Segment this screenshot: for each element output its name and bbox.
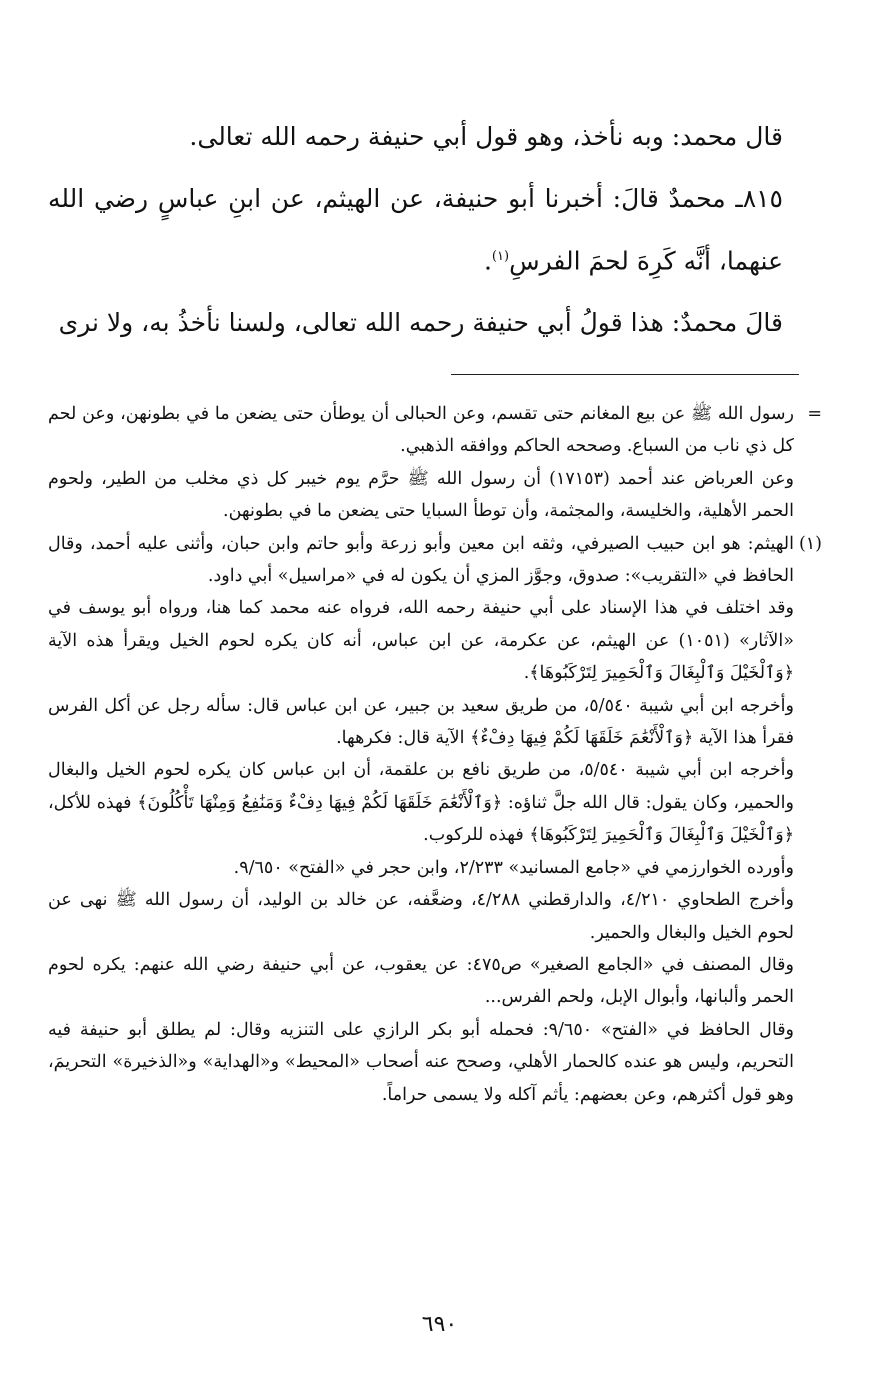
footnote-1-paragraph-6 xyxy=(48,884,794,949)
footnote-text: الهيثم: هو ابن حبيب الصيرفي، وثقه ابن معين وأبو زرعة وأبو حاتم وابن حبان، وأثنى عليه أحمد، وقال الحافظ في «التقريب»: صدوق، وجوَّز المزي أن يكون له في «مراسيل» أبي داود. xyxy=(48,533,794,587)
footnote-separator xyxy=(451,374,799,375)
main-paragraph-2 xyxy=(48,170,783,290)
footnote-text: وأخرجه ابن أبي شيبة ٥/٥٤٠، من طريق سعيد بن جبير، عن ابن عباس قال: سأله رجل عن أكل الفرس فقرأ هذا الآية ﴿وَٱلْأَنْعَٰمَ خَلَقَهَا لَكُمْ فِيهَا دِفْءٌ﴾ الآية قال: فكرهها. xyxy=(48,695,794,749)
footnote-1-paragraph-8 xyxy=(48,1014,794,1111)
footnote-continuation-1 xyxy=(48,398,822,463)
footnotes xyxy=(48,398,822,1111)
footnote-text: وقد اختلف في هذا الإسناد على أبي حنيفة رحمه الله، فرواه عنه محمد كما هنا، ورواه أبو يوسف في «الآثار» (١٠٥١) عن الهيثم، عن عكرمة، عن ابن عباس، أنه كان يكره لحوم الخيل ويقرأ هذه الآية ﴿وَٱلْخَيْلَ وَٱلْبِغَالَ وَٱلْحَمِيرَ لِتَرْكَبُوهَا﴾. xyxy=(48,598,794,684)
footnote-text: وأخرج الطحاوي ٤/٢١٠، والدارقطني ٤/٢٨٨، وضعَّفه، عن خالد بن الوليد، أن رسول الله ﷺ نهى عن لحوم الخيل والبغال والحمير. xyxy=(48,890,794,943)
footnote-text: وقال المصنف في «الجامع الصغير» ص٤٧٥: عن يعقوب، عن أبي حنيفة رضي الله عنهم: يكره لحوم الحمر وألبانها، وأبوال الإبل، ولحم الفرس... xyxy=(48,954,794,1008)
main-paragraph-3-text: قالَ محمدٌ: هذا قولُ أبي حنيفة رحمه الله تعالى، ولسنا نأخذُ به، ولا نرى xyxy=(58,308,783,338)
footnote-1-paragraph-3 xyxy=(48,690,794,755)
footnote-continuation-2 xyxy=(48,463,794,528)
footnote-continuation-text: رسول الله ﷺ عن بيع المغانم حتى تقسم، وعن الحبالى أن يوطأن حتى يضعن ما في بطونهن، وعن لحم كل ذي ناب من السباع. وصححه الحاكم ووافقه الذهبي. xyxy=(48,404,794,457)
footnote-text: وقال الحافظ في «الفتح» ٩/٦٥٠: فحمله أبو بكر الرازي على التنزيه وقال: لم يطلق أبو حنيفة فيه التحريم، وليس هو عنده كالحمار الأهلي، وصحح عنه أصحاب «المحيط» و«الهداية» و«الذخيرة» التحريمَ، وهو قول أكثرهم، وعن بعضهم: يأثم آكله ولا يسمى حراماً. xyxy=(48,1019,795,1105)
footnote-continuation-text: وعن العرباض عند أحمد (١٧١٥٣) أن رسول الله ﷺ حرَّم يوم خيبر كل ذي مخلب من الطير، ولحوم الحمر الأهلية، والخليسة، والمجثمة، وأن توطأ السبايا حتى يضعن ما في بطونهن. xyxy=(48,468,794,522)
main-paragraph-2-end: . xyxy=(483,246,492,276)
continuation-marker: = xyxy=(807,404,822,424)
footnote-1-paragraph-7 xyxy=(48,949,794,1014)
footnote-reference[interactable]: (١) xyxy=(491,249,510,264)
main-paragraph-1 xyxy=(48,108,783,166)
main-paragraph-2-text: ٨١٥ـ محمدٌ قالَ: أخبرنا أبو حنيفة، عن الهيثم، عن ابنِ عباسٍ رضي الله عنهما، أنَّه كَرِهَ لحمَ الفرسِ xyxy=(48,184,783,276)
main-paragraph-1-text: قال محمد: وبه نأخذ، وهو قول أبي حنيفة رحمه الله تعالى. xyxy=(189,122,783,151)
footnote-1-paragraph-1 xyxy=(48,528,822,593)
footnote-1-paragraph-4 xyxy=(48,754,794,851)
main-text xyxy=(48,108,783,352)
page-number: ٦٩٠ xyxy=(421,1312,458,1337)
main-paragraph-3 xyxy=(48,294,783,352)
footnote-text: وأخرجه ابن أبي شيبة ٥/٥٤٠، من طريق نافع بن علقمة، أن ابن عباس كان يكره لحوم الخيل والبغال والحمير، وكان يقول: قال الله جلَّ ثناؤه: ﴿وَٱلْأَنْعَٰمَ خَلَقَهَا لَكُمْ فِيهَا دِفْءٌ وَمَنَٰفِعُ وَمِنْهَا تَأْكُلُونَ﴾ فهذه للأكل، ﴿وَٱلْخَيْلَ وَٱلْبِغَالَ وَٱلْحَمِيرَ لِتَرْكَبُوهَا﴾ فهذه للركوب. xyxy=(48,760,794,846)
footnote-1-paragraph-5 xyxy=(48,852,794,884)
footnote-1-marker: (١) xyxy=(798,533,822,554)
footnote-1-paragraph-2 xyxy=(48,592,794,689)
footnote-text: وأورده الخوارزمي في «جامع المسانيد» ٢/٢٣٣، وابن حجر في «الفتح» ٩/٦٥٠. xyxy=(233,857,794,878)
